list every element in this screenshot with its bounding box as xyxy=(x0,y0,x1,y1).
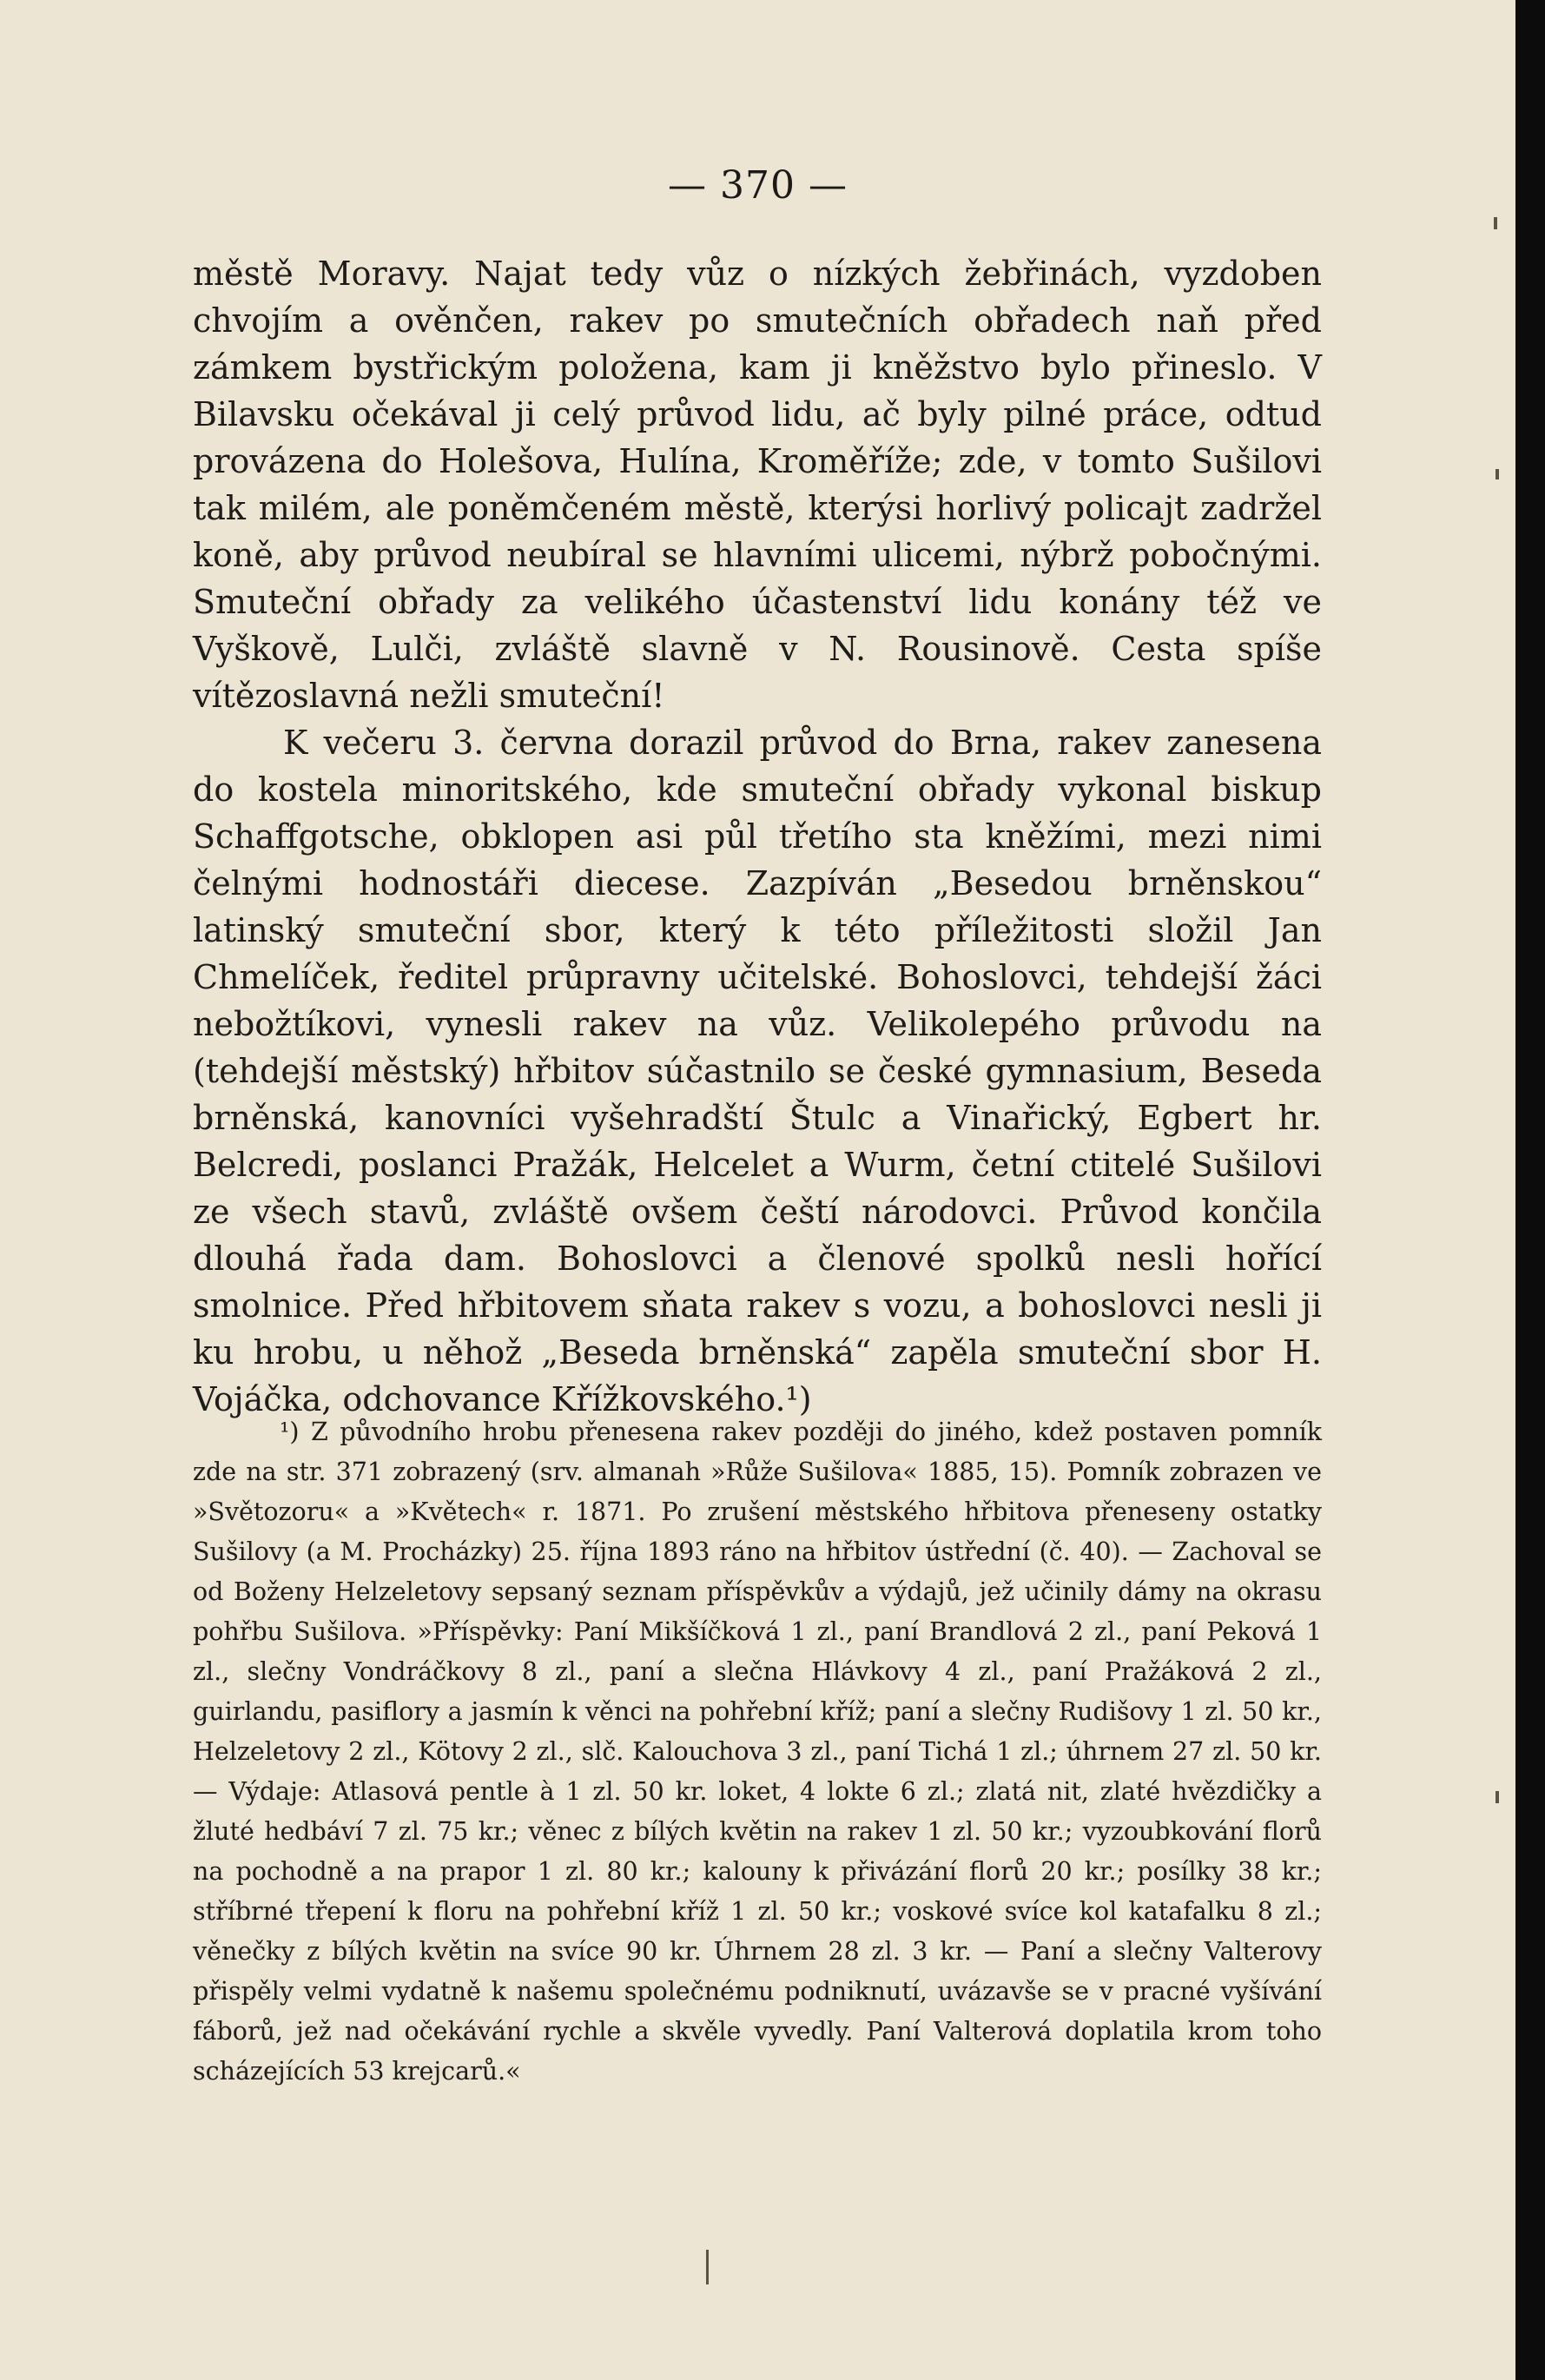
main-text xyxy=(193,250,1322,1423)
page-number: — 370 — xyxy=(668,163,848,208)
margin-mark xyxy=(706,2250,709,2284)
scan-border xyxy=(1515,0,1545,2380)
paragraph-2: K večeru 3. června dorazil průvod do Brna, rakev zanesena do kostela minoritského, kde smuteční obřady vykonal biskup Schaffgotsche, obklopen asi půl třetího sta kněžími, mezi nimi čelnými hodnostáři diecese. Zazpíván „Besedou brněnskou“ latinský smuteční sbor, který k této příležitosti složil Jan Chmelíček, ředitel průpravny učitelské. Bohoslovci, tehdejší žáci nebožtíkovi, vynesli rakev na vůz. Velikolepého průvodu na (tehdejší městský) hřbitov súčastnilo se české gymnasium, Beseda brněnská, kanovníci vyšehradští Štulc a Vinařický, Egbert hr. Belcredi, poslanci Pražák, Helcelet a Wurm, četní ctitelé Sušilovi ze všech stavů, zvláště ovšem čeští národovci. Průvod končila dlouhá řada dam. Bohoslovci a členové spolků nesli hořící smolnice. Před hřbitovem sňata rakev s vozu, a bohoslovci nesli ji ku hrobu, u něhož „Beseda brněnská“ zapěla smuteční sbor H. Vojáčka, odchovance Křížkovského.¹) xyxy=(193,724,1322,1418)
margin-mark xyxy=(1494,217,1497,229)
margin-mark xyxy=(1495,469,1499,479)
paragraph-1: městě Moravy. Najat tedy vůz o nízkých žebřinách, vyzdoben chvojím a ověnčen, rakev po smutečních obřadech naň před zámkem bystřickým položena, kam ji kněžstvo bylo přineslo. V Bilavsku očekával ji celý průvod lidu, ač byly pilné práce, odtud provázena do Holešova, Hulína, Kroměříže; zde, v tomto Sušilovi tak milém, ale poněmčeném městě, kterýsi horlivý policajt zadržel koně, aby průvod neubíral se hlavními ulicemi, nýbrž pobočnými. Smuteční obřady za velikého účastenství lidu konány též ve Vyškově, Lulči, zvláště slavně v N. Rousinově. Cesta spíše vítězoslavná nežli smuteční! xyxy=(193,255,1322,715)
margin-mark xyxy=(1495,1791,1499,1803)
footnote: ¹) Z původního hrobu přenesena rakev později do jiného, kdež postaven pomník zde na str. 371 zobrazený (srv. almanah »Růže Sušilova« 1885, 15). Pomník zobrazen ve »Světozoru« a »Květech« r. 1871. Po zrušení městského hřbitova přeneseny ostatky Sušilovy (a M. Procházky) 25. října 1893 ráno na hřbitov ústřední (č. 40). — Zachoval se od Boženy Helzeletovy sepsaný seznam příspěvkův a výdajů, jež učinily dámy na okrasu pohřbu Sušilova. »Příspěvky: Paní Mikšíčková 1 zl., paní Brandlová 2 zl., paní Peková 1 zl., slečny Vondráčkovy 8 zl., paní a slečna Hlávkovy 4 zl., paní Pražáková 2 zl., guirlandu, pasiflory a jasmín k věnci na pohřební kříž; paní a slečny Rudišovy 1 zl. 50 kr., Helzeletovy 2 zl., Kötovy 2 zl., slč. Kalouchova 3 zl., paní Tichá 1 zl.; úhrnem 27 zl. 50 kr. — Výdaje: Atlasová pentle à 1 zl. 50 kr. loket, 4 lokte 6 zl.; zlatá nit, zlaté hvězdičky a žluté hedbáví 7 zl. 75 kr.; věnec z bílých květin na rakev 1 zl. 50 kr.; vyzoubkování florů na pochodně a na prapor 1 zl. 80 kr.; kalouny k přivázání florů 20 kr.; posílky 38 kr.; stříbrné třepení k floru na pohřební kříž 1 zl. 50 kr.; voskové svíce kol katafalku 8 zl.; věnečky z bílých květin na svíce 90 kr. Úhrnem 28 zl. 3 kr. — Paní a slečny Valterovy přispěly velmi vydatně k našemu společnému podniknutí, uvázavše se v pracné vyšívání fáborů, jež nad očekávání rychle a skvěle vyvedly. Paní Valterová doplatila krom toho scházejících 53 krejcarů.« xyxy=(193,1418,1322,2086)
